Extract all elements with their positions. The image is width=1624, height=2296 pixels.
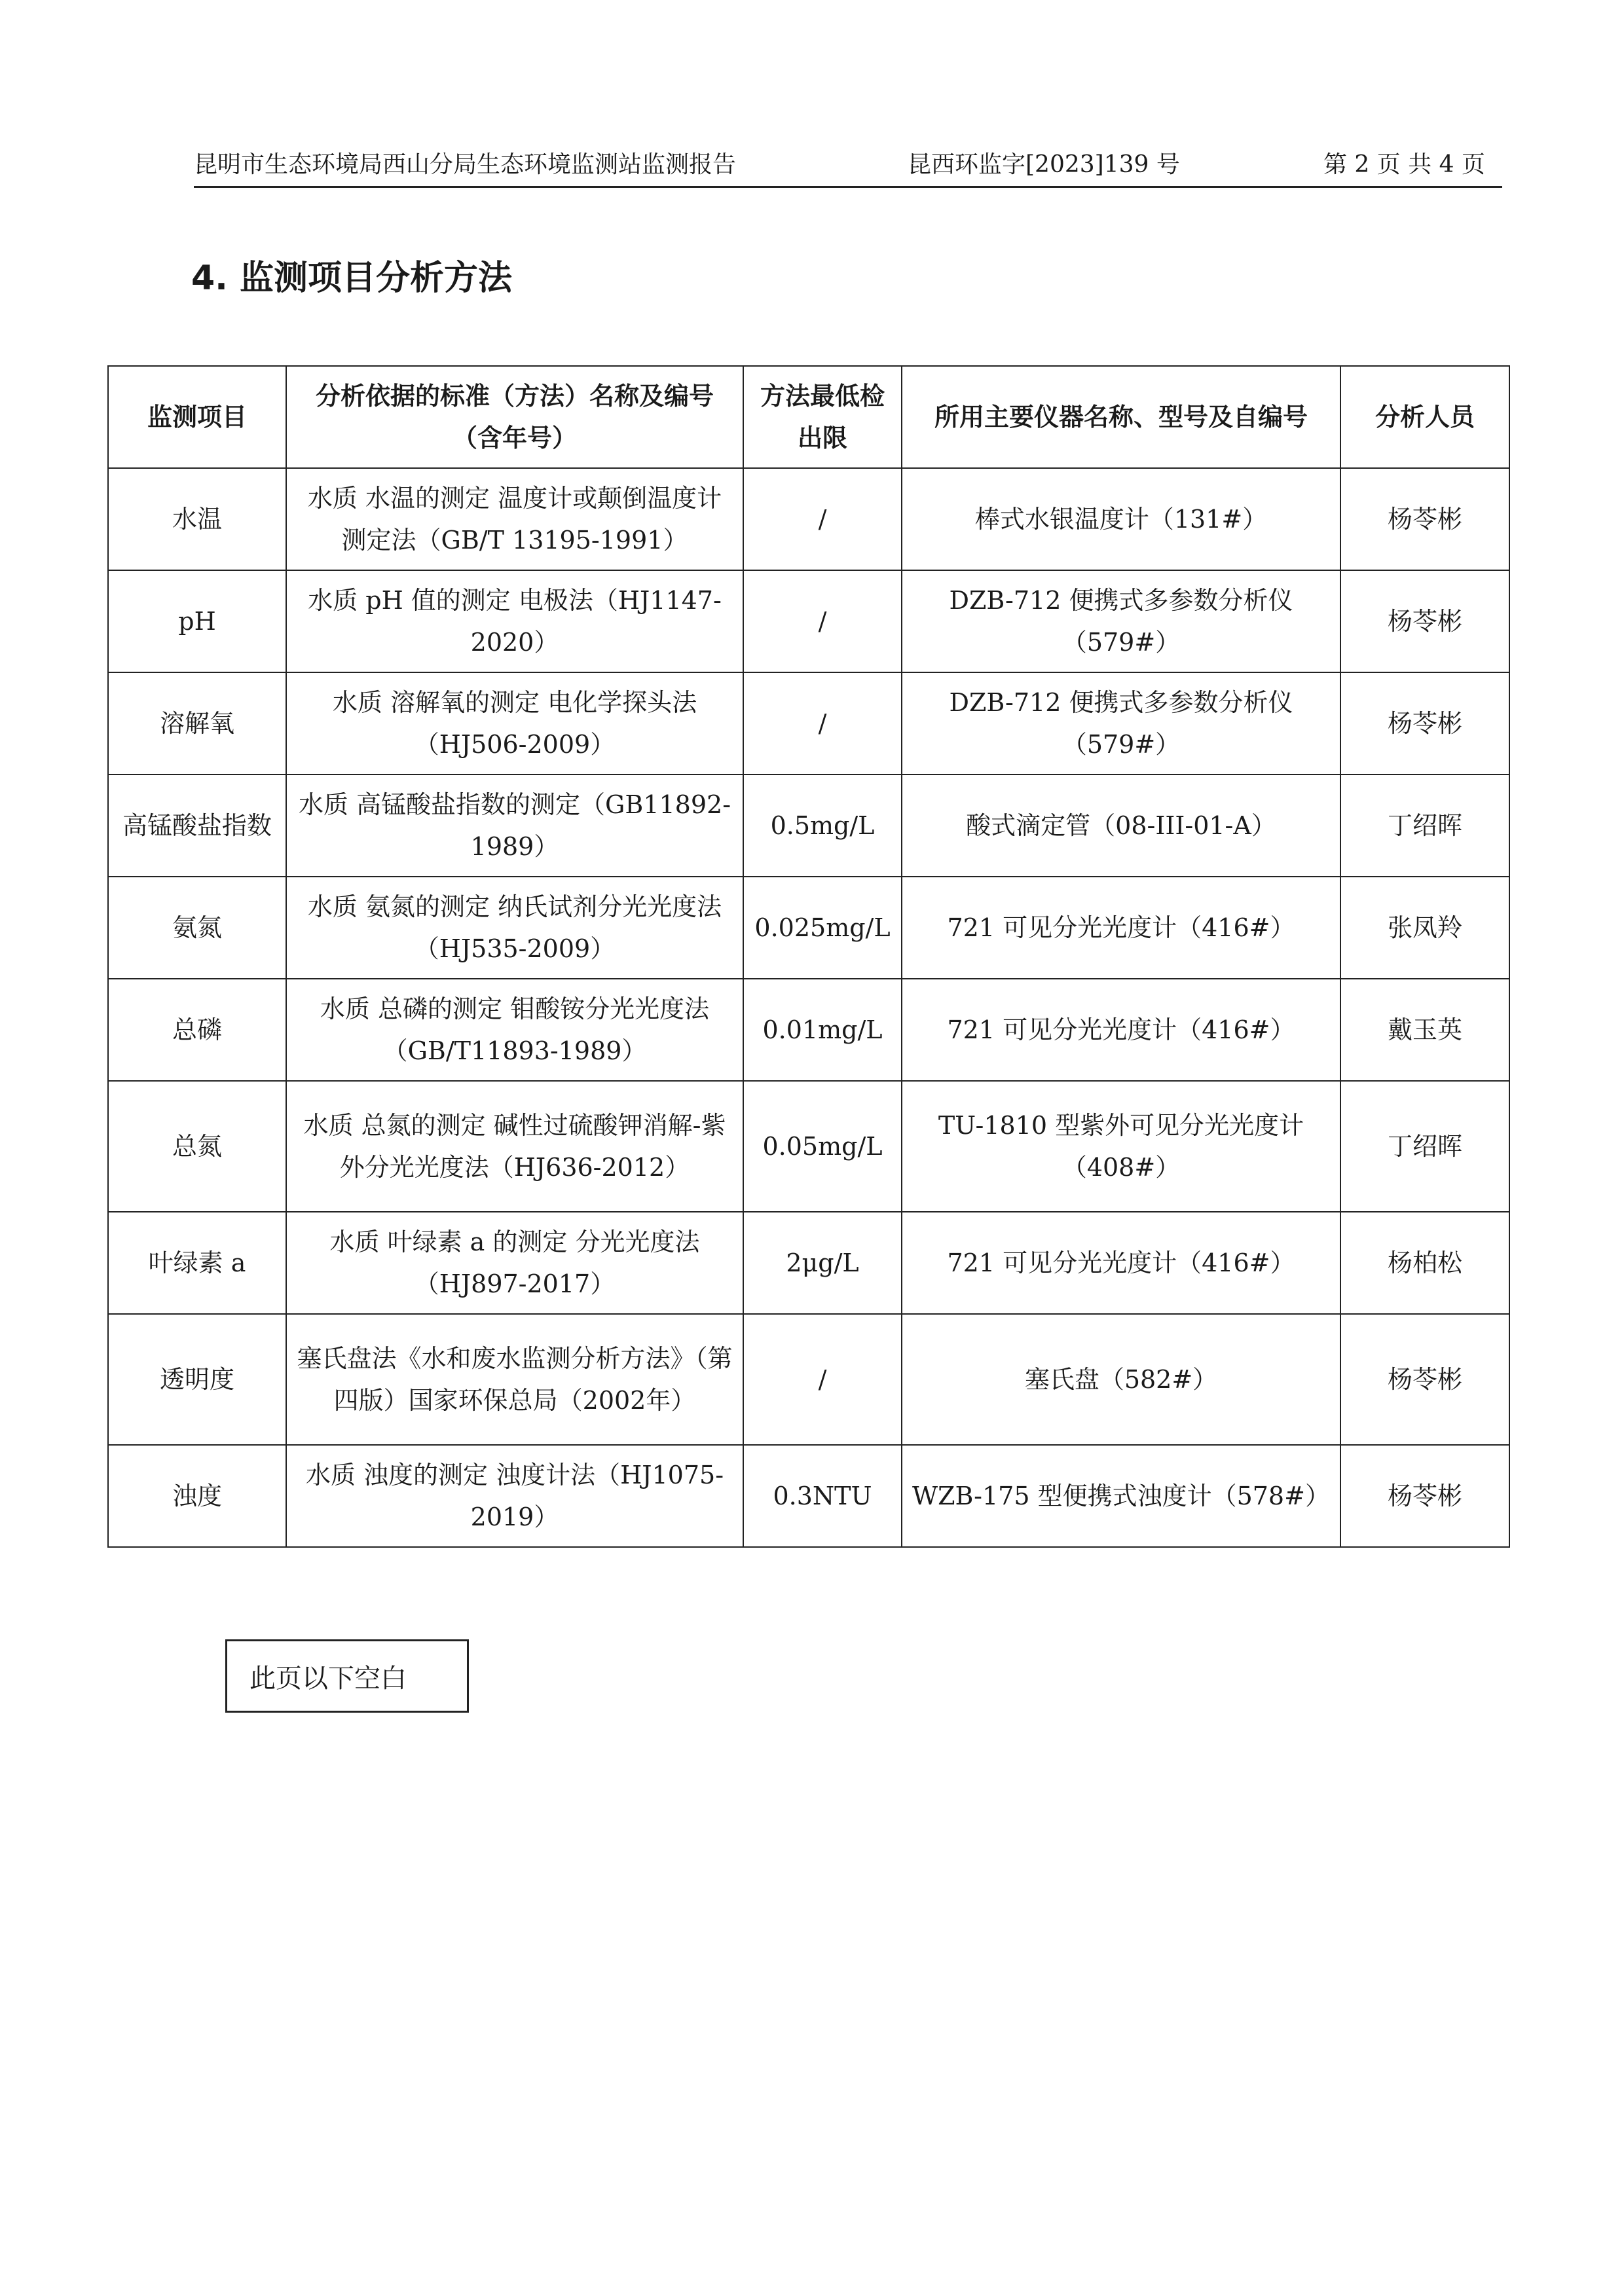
table-row: [108, 1445, 1509, 1547]
cell-analyst: 丁绍晖: [1340, 774, 1509, 877]
cell-limit: 0.01mg/L: [743, 979, 902, 1081]
cell-method: 水质 叶绿素 a 的测定 分光光度法（HJ897-2017）: [286, 1212, 743, 1314]
cell-item: 总氮: [108, 1081, 286, 1212]
page-header: [194, 145, 1502, 188]
cell-method: 水质 pH 值的测定 电极法（HJ1147-2020）: [286, 570, 743, 672]
cell-instrument: 酸式滴定管（08-III-01-A）: [902, 774, 1340, 877]
cell-instrument: DZB-712 便携式多参数分析仪（579#）: [902, 570, 1340, 672]
cell-instrument: 721 可见分光光度计（416#）: [902, 979, 1340, 1081]
cell-instrument: 塞氏盘（582#）: [902, 1314, 1340, 1445]
cell-instrument: 721 可见分光光度计（416#）: [902, 877, 1340, 979]
cell-item: pH: [108, 570, 286, 672]
cell-item: 叶绿素 a: [108, 1212, 286, 1314]
cell-item: 浊度: [108, 1445, 286, 1547]
cell-analyst: 杨苓彬: [1340, 672, 1509, 774]
cell-item: 高锰酸盐指数: [108, 774, 286, 877]
cell-limit: /: [743, 570, 902, 672]
cell-limit: /: [743, 1314, 902, 1445]
cell-limit: 0.5mg/L: [743, 774, 902, 877]
cell-method: 水质 溶解氧的测定 电化学探头法（HJ506-2009）: [286, 672, 743, 774]
section-title: 4. 监测项目分析方法: [191, 259, 513, 298]
table-row: [108, 672, 1509, 774]
column-header-instrument: 所用主要仪器名称、型号及自编号: [902, 366, 1340, 468]
cell-analyst: 杨苓彬: [1340, 570, 1509, 672]
cell-instrument: DZB-712 便携式多参数分析仪（579#）: [902, 672, 1340, 774]
cell-analyst: 戴玉英: [1340, 979, 1509, 1081]
table-row: [108, 1314, 1509, 1445]
cell-analyst: 杨苓彬: [1340, 1445, 1509, 1547]
blank-below-notice: [225, 1639, 469, 1713]
cell-method: 水质 水温的测定 温度计或颠倒温度计测定法（GB/T 13195-1991）: [286, 468, 743, 570]
table-row: [108, 570, 1509, 672]
cell-item: 氨氮: [108, 877, 286, 979]
cell-analyst: 杨柏松: [1340, 1212, 1509, 1314]
cell-item: 总磷: [108, 979, 286, 1081]
cell-method: 水质 总磷的测定 钼酸铵分光光度法（GB/T11893-1989）: [286, 979, 743, 1081]
cell-method: 水质 总氮的测定 碱性过硫酸钾消解-紫外分光光度法（HJ636-2012）: [286, 1081, 743, 1212]
cell-instrument: 721 可见分光光度计（416#）: [902, 1212, 1340, 1314]
column-header-analyst: 分析人员: [1340, 366, 1509, 468]
cell-limit: 0.025mg/L: [743, 877, 902, 979]
table-row: [108, 1081, 1509, 1212]
header-report-number: 昆西环监字[2023]139 号: [908, 151, 1180, 178]
cell-limit: /: [743, 468, 902, 570]
table-row: [108, 979, 1509, 1081]
cell-analyst: 杨苓彬: [1340, 1314, 1509, 1445]
column-header-item: 监测项目: [108, 366, 286, 468]
cell-item: 溶解氧: [108, 672, 286, 774]
cell-method: 水质 浊度的测定 浊度计法（HJ1075-2019）: [286, 1445, 743, 1547]
cell-limit: 2μg/L: [743, 1212, 902, 1314]
table-header-row: [108, 366, 1509, 468]
table-row: [108, 877, 1509, 979]
column-header-method: 分析依据的标准（方法）名称及编号（含年号）: [286, 366, 743, 468]
cell-method: 塞氏盘法《水和废水监测分析方法》（第四版）国家环保总局（2002年）: [286, 1314, 743, 1445]
cell-item: 水温: [108, 468, 286, 570]
cell-instrument: TU-1810 型紫外可见分光光度计（408#）: [902, 1081, 1340, 1212]
blank-below-text: 此页以下空白: [249, 1663, 407, 1694]
cell-limit: /: [743, 672, 902, 774]
header-page-number: 第 2 页 共 4 页: [1323, 151, 1485, 178]
table-row: [108, 1212, 1509, 1314]
table-row: [108, 774, 1509, 877]
cell-limit: 0.05mg/L: [743, 1081, 902, 1212]
cell-instrument: 棒式水银温度计（131#）: [902, 468, 1340, 570]
cell-instrument: WZB-175 型便携式浊度计（578#）: [902, 1445, 1340, 1547]
cell-analyst: 张凤羚: [1340, 877, 1509, 979]
cell-analyst: 杨苓彬: [1340, 468, 1509, 570]
cell-method: 水质 高锰酸盐指数的测定（GB11892-1989）: [286, 774, 743, 877]
column-header-limit: 方法最低检出限: [743, 366, 902, 468]
cell-analyst: 丁绍晖: [1340, 1081, 1509, 1212]
table-row: [108, 468, 1509, 570]
analysis-methods-table: [107, 365, 1510, 1548]
header-organization: 昆明市生态环境局西山分局生态环境监测站监测报告: [194, 151, 737, 178]
cell-limit: 0.3NTU: [743, 1445, 902, 1547]
cell-method: 水质 氨氮的测定 纳氏试剂分光光度法（HJ535-2009）: [286, 877, 743, 979]
cell-item: 透明度: [108, 1314, 286, 1445]
